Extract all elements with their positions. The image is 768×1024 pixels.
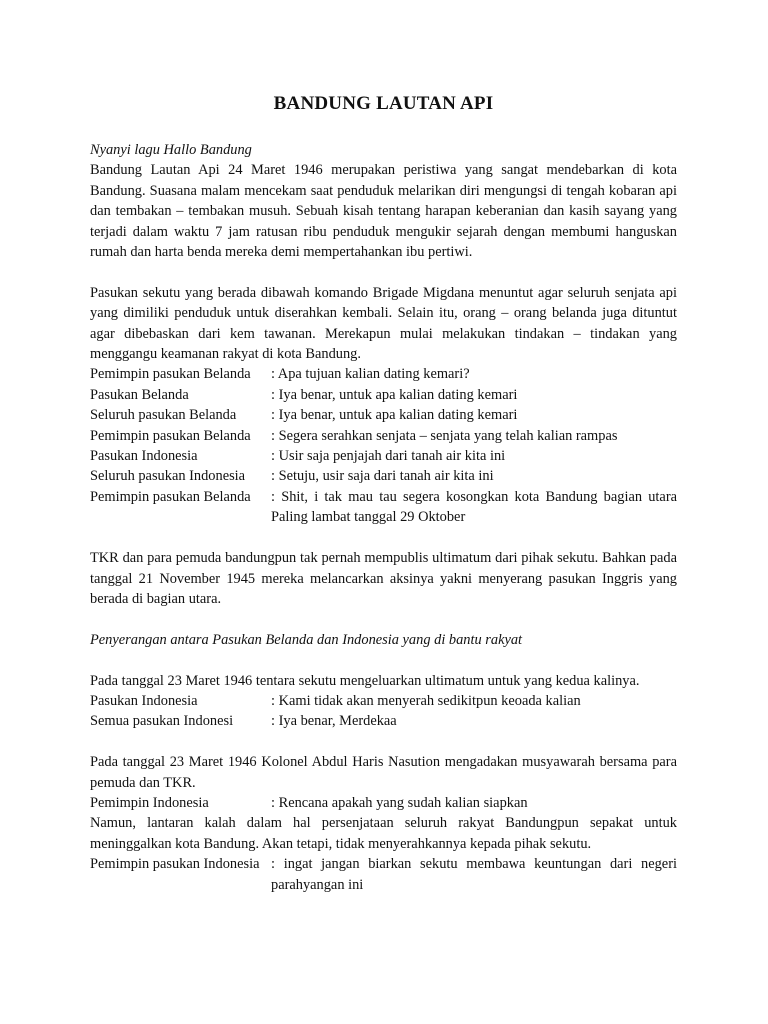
dialogue-line: : Shit, i tak mau tau segera kosongkan kota Bandung bagian utara Paling lambat tanggal 29 Oktober — [271, 488, 677, 526]
dialogue-block-4 — [90, 854, 677, 895]
dialogue-line: : Iya benar, untuk apa kalian dating kemari — [271, 386, 518, 403]
dialogue-speaker: Pasukan Indonesia — [90, 448, 198, 465]
paragraph-allied-demands: Pasukan sekutu yang berada dibawah komando Brigade Migdana menuntut agar seluruh senjata api yang dimiliki penduduk untuk diserahkan kembali. Selain itu, orang – orang belanda juga dituntut agar dibebaskan dari kem tawanan. Merekapun mulai melakukan tindakan – tindakan yang menggangu keamanan rakyat di kota Bandung. — [90, 284, 677, 363]
paragraph-spacer — [90, 732, 677, 752]
dialogue-speaker: Pasukan Indonesia — [90, 692, 198, 709]
dialogue-line: : ingat jangan biarkan sekutu membawa keuntungan dari negeri parahyangan ini — [271, 856, 677, 893]
paragraph-spacer — [90, 609, 677, 629]
dialogue-speaker: Pemimpin pasukan Belanda — [90, 366, 251, 383]
dialogue-speaker: Semua pasukan Indonesi — [90, 713, 234, 730]
dialogue-block-3 — [90, 793, 677, 813]
dialogue-line: : Usir saja penjajah dari tanah air kita ini — [271, 448, 506, 465]
dialogue-speaker: Pasukan Belanda — [90, 386, 189, 403]
dialogue-line: : Apa tujuan kalian dating kemari? — [271, 366, 470, 383]
dialogue-speaker: Pemimpin Indonesia — [90, 794, 209, 811]
dialogue-speaker: Pemimpin pasukan Indonesia — [90, 856, 260, 873]
dialogue-block-2 — [90, 691, 677, 732]
document-page — [90, 92, 677, 895]
dialogue-speaker: Seluruh pasukan Belanda — [90, 407, 237, 424]
paragraph-ultimatum: Pada tanggal 23 Maret 1946 tentara sekutu mengeluarkan ultimatum untuk yang kedua kalinya. — [90, 672, 640, 689]
paragraph-retreat: Namun, lantaran kalah dalam hal persenjataan seluruh rakyat Bandungpun sepakat untuk meninggalkan kota Bandung. Akan tetapi, tidak menyerahkannya kepada pihak sekutu. — [90, 815, 677, 852]
song-subtitle: Nyanyi lagu Hallo Bandung — [90, 142, 252, 158]
dialogue-speaker: Pemimpin pasukan Belanda — [90, 427, 251, 444]
paragraph-meeting: Pada tanggal 23 Maret 1946 Kolonel Abdul Haris Nasution mengadakan musyawarah bersama para pemuda dan TKR. — [90, 754, 677, 791]
dialogue-line: : Kami tidak akan menyerah sedikitpun keoada kalian — [271, 692, 581, 709]
dialogue-line: : Iya benar, Merdekaa — [271, 713, 397, 730]
paragraph-spacer — [90, 650, 677, 670]
paragraph-spacer — [90, 262, 677, 282]
dialogue-line: : Rencana apakah yang sudah kalian siapkan — [271, 794, 528, 811]
paragraph-tkr: TKR dan para pemuda bandungpun tak pernah mempublis ultimatum dari pihak sekutu. Bahkan pada tanggal 21 November 1945 mereka melancarkan aksinya yakni menyerang pasukan Inggris yang berada di bagian utara. — [90, 550, 677, 607]
scene-note: Penyerangan antara Pasukan Belanda dan Indonesia yang di bantu rakyat — [90, 631, 523, 648]
dialogue-speaker: Seluruh pasukan Indonesia — [90, 468, 246, 485]
dialogue-block-1 — [90, 364, 677, 527]
dialogue-line: : Iya benar, untuk apa kalian dating kemari — [271, 407, 518, 424]
dialogue-line: : Segera serahkan senjata – senjata yang telah kalian rampas — [271, 427, 618, 444]
paragraph-intro: Bandung Lautan Api 24 Maret 1946 merupakan peristiwa yang sangat mendebarkan di kota Bandung. Suasana malam mencekam saat penduduk melarikan diri mengungsi di tengah kobaran api dan tembakan – tembakan musuh. Sebuah kisah tentang harapan keberanian dan kasih sayang yang terjadi dalam waktu 7 jam ratusan ribu penduduk mengukir sejarah dengan membumi hanguskan rumah dan harta benda mereka demi mempertahankan ibu pertiwi. — [90, 162, 677, 261]
dialogue-speaker: Pemimpin pasukan Belanda — [90, 488, 251, 505]
paragraph-spacer — [90, 528, 677, 548]
dialogue-line: : Setuju, usir saja dari tanah air kita ini — [271, 468, 494, 485]
document-title: BANDUNG LAUTAN API — [273, 93, 494, 114]
